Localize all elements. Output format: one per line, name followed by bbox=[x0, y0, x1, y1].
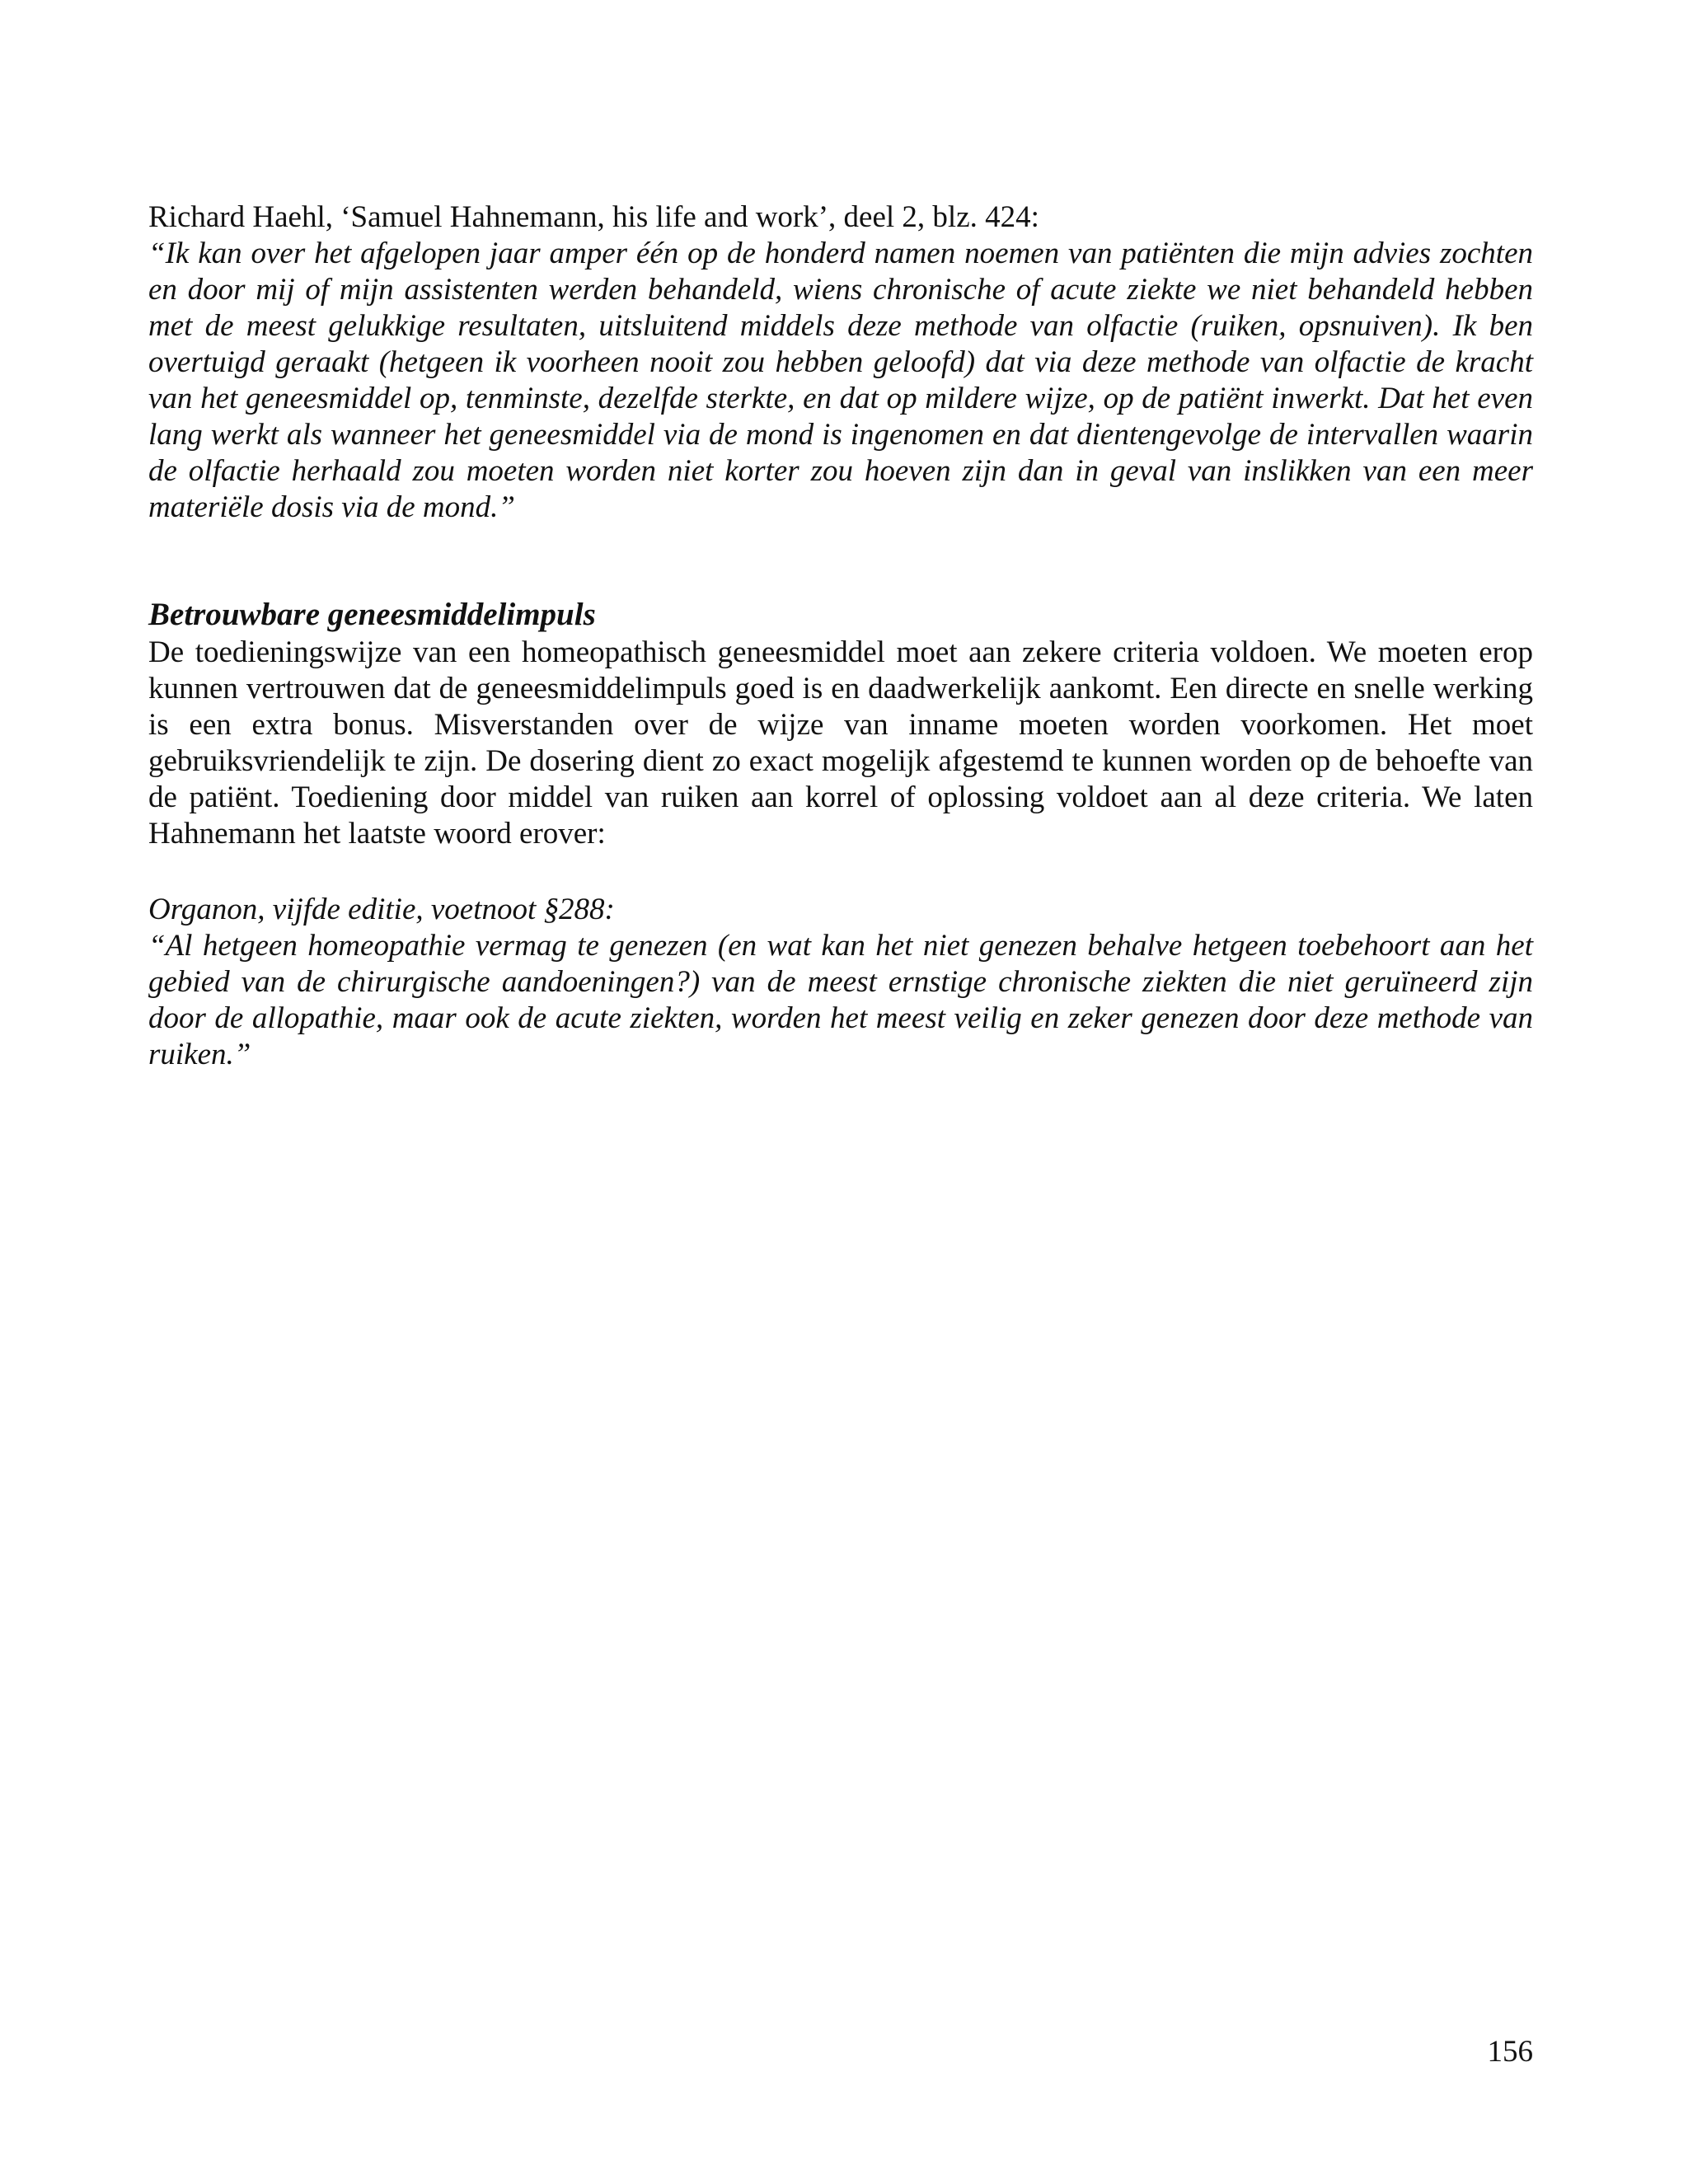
quote-haehl: “Ik kan over het afgelopen jaar amper één op de honderd namen noemen van patiënten die mijn advies zochten en door mij of mijn assistenten werden behandeld, wiens chronische of acute ziekte we niet behandeld hebben met de meest gelukkige resultaten, uitsluitend middels deze methode van olfactie (ruiken, opsnuiven). Ik ben overtuigd geraakt (hetgeen ik voorheen nooit zou hebben geloofd) dat via deze methode van olfactie de kracht van het geneesmiddel op, tenminste, dezelfde sterkte, en dat op mildere wijze, op de patiënt inwerkt. Dat het even lang werkt als wanneer het geneesmiddel via de mond is ingenomen en dat dientengevolge de intervallen waarin de olfactie herhaald zou moeten worden niet korter zou hoeven zijn dan in geval van inslikken van een meer materiële dosis via de mond.” bbox=[148, 237, 1533, 524]
citation-haehl: Richard Haehl, ‘Samuel Hahnemann, his life and work’, deel 2, blz. 424: bbox=[148, 200, 1039, 234]
quote-organon: “Al hetgeen homeopathie vermag te genezen (en wat kan het niet genezen behalve hetgeen toebehoort aan het gebied van de chirurgische aandoeningen?) van de meest ernstige chronische ziekten die niet geruïneerd zijn door de allopathie, maar ook de acute ziekten, worden het meest veilig en zeker genezen door deze methode van ruiken.” bbox=[148, 929, 1533, 1071]
body-paragraph: De toedieningswijze van een homeopathisch geneesmiddel moet aan zekere criteria voldoen. We moeten erop kunnen vertrouwen dat de geneesmiddelimpuls goed is en daadwerkelijk aankomt. Een directe en snelle werking is een extra bonus. Misverstanden over de wijze van inname moeten worden voorkomen. Het moet gebruiksvriendelijk te zijn. De dosering dient zo exact mogelijk afgestemd te kunnen worden op de behoefte van de patiënt. Toediening door middel van ruiken aan korrel of oplossing voldoet aan al deze criteria. We laten Hahnemann het laatste woord erover: bbox=[148, 635, 1533, 851]
citation-organon: Organon, vijfde editie, voetnoot §288: bbox=[148, 893, 615, 926]
page-number: 156 bbox=[1487, 2035, 1533, 2069]
section-heading: Betrouwbare geneesmiddelimpuls bbox=[148, 597, 596, 632]
